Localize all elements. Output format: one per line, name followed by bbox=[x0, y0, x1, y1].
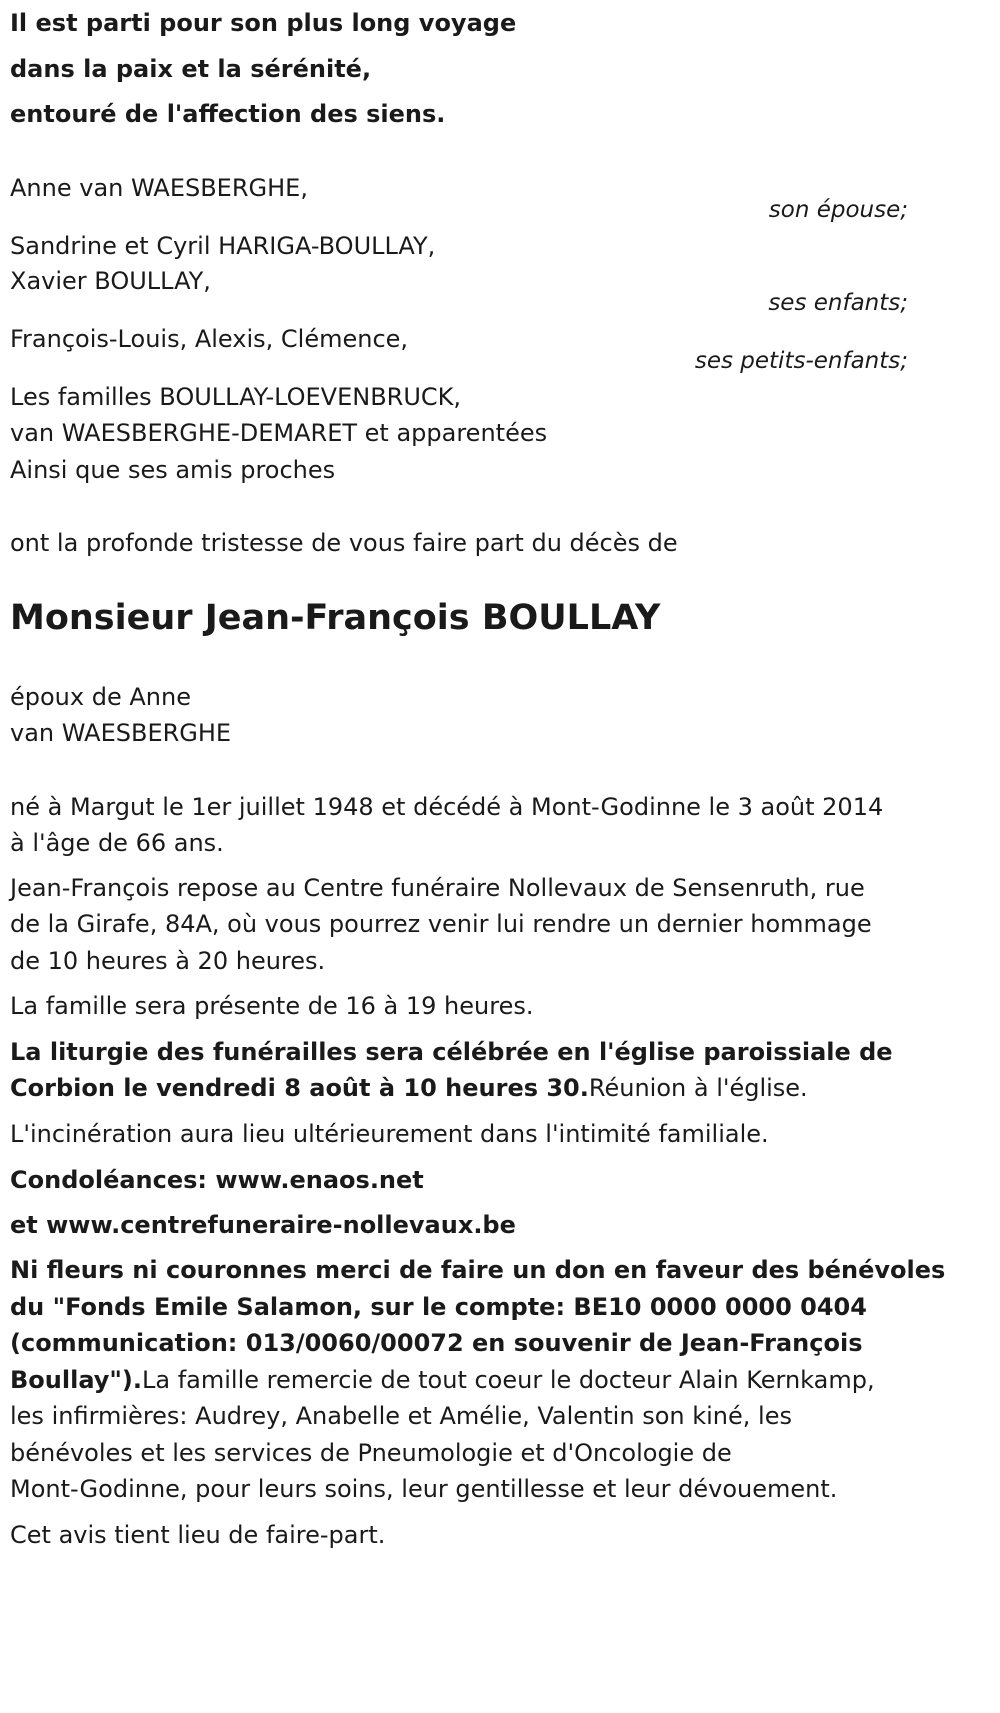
families-line-1: Les familles BOULLAY-LOEVENBRUCK, bbox=[10, 383, 462, 411]
intro-line-2: dans la paix et la sérénité, bbox=[10, 55, 372, 83]
intro-line-3: entouré de l'affection des siens. bbox=[10, 100, 446, 128]
presence: La famille sera présente de 16 à 19 heures. bbox=[10, 992, 534, 1020]
donation-thanks-line bbox=[10, 1365, 875, 1395]
spouse-line-2: van WAESBERGHE bbox=[10, 719, 232, 747]
children-line-2: Xavier BOULLAY, bbox=[10, 267, 211, 295]
cremation: L'incinération aura lieu ultérieurement dans l'intimité familiale. bbox=[10, 1120, 769, 1148]
repose-line-2: de la Girafe, 84A, où vous pourrez venir lui rendre un dernier hommage bbox=[10, 910, 872, 938]
announcement: ont la profonde tristesse de vous faire part du décès de bbox=[10, 529, 678, 557]
families-line-2: van WAESBERGHE-DEMARET et apparentées bbox=[10, 419, 548, 447]
liturgy-line-2 bbox=[10, 1073, 808, 1103]
families-line-3: Ainsi que ses amis proches bbox=[10, 456, 336, 484]
donation-line-2: du "Fonds Emile Salamon, sur le compte: BE10 0000 0000 0404 bbox=[10, 1293, 867, 1321]
thanks-line-4: Mont-Godinne, pour leurs soins, leur gentillesse et leur dévouement. bbox=[10, 1475, 838, 1503]
thanks-line-1: La famille remercie de tout coeur le docteur Alain Kernkamp, bbox=[142, 1366, 875, 1394]
spouse-role: son épouse; bbox=[768, 197, 908, 223]
children-role: ses enfants; bbox=[768, 290, 908, 316]
closing: Cet avis tient lieu de faire-part. bbox=[10, 1521, 386, 1549]
repose-line-3: de 10 heures à 20 heures. bbox=[10, 947, 326, 975]
liturgy-line-1: La liturgie des funérailles sera célébrée en l'église paroissiale de bbox=[10, 1038, 893, 1066]
intro-line-1: Il est parti pour son plus long voyage bbox=[10, 9, 517, 37]
condolences-line-2: et www.centrefuneraire-nollevaux.be bbox=[10, 1211, 516, 1239]
donation-end: Boullay"). bbox=[10, 1366, 143, 1394]
grandchildren: François-Louis, Alexis, Clémence, bbox=[10, 325, 409, 353]
liturgy-date: Corbion le vendredi 8 août à 10 heures 30. bbox=[10, 1074, 589, 1102]
deceased-name: Monsieur Jean-François BOULLAY bbox=[10, 598, 661, 638]
liturgy-meeting: Réunion à l'église. bbox=[588, 1074, 808, 1102]
spouse-name: Anne van WAESBERGHE, bbox=[10, 174, 308, 202]
spouse-line-1: époux de Anne bbox=[10, 683, 191, 711]
grandchildren-role: ses petits-enfants; bbox=[694, 348, 908, 374]
birth-line-1: né à Margut le 1er juillet 1948 et décédé à Mont-Godinne le 3 août 2014 bbox=[10, 793, 884, 821]
thanks-line-3: bénévoles et les services de Pneumologie et d'Oncologie de bbox=[10, 1439, 732, 1467]
birth-line-2: à l'âge de 66 ans. bbox=[10, 829, 224, 857]
donation-line-3: (communication: 013/0060/00072 en souvenir de Jean-François bbox=[10, 1329, 863, 1357]
thanks-line-2: les infirmières: Audrey, Anabelle et Amélie, Valentin son kiné, les bbox=[10, 1402, 792, 1430]
children-line-1: Sandrine et Cyril HARIGA-BOULLAY, bbox=[10, 232, 436, 260]
donation-line-1: Ni fleurs ni couronnes merci de faire un don en faveur des bénévoles bbox=[10, 1256, 946, 1284]
condolences-line-1: Condoléances: www.enaos.net bbox=[10, 1166, 424, 1194]
repose-line-1: Jean-François repose au Centre funéraire Nollevaux de Sensenruth, rue bbox=[10, 874, 865, 902]
